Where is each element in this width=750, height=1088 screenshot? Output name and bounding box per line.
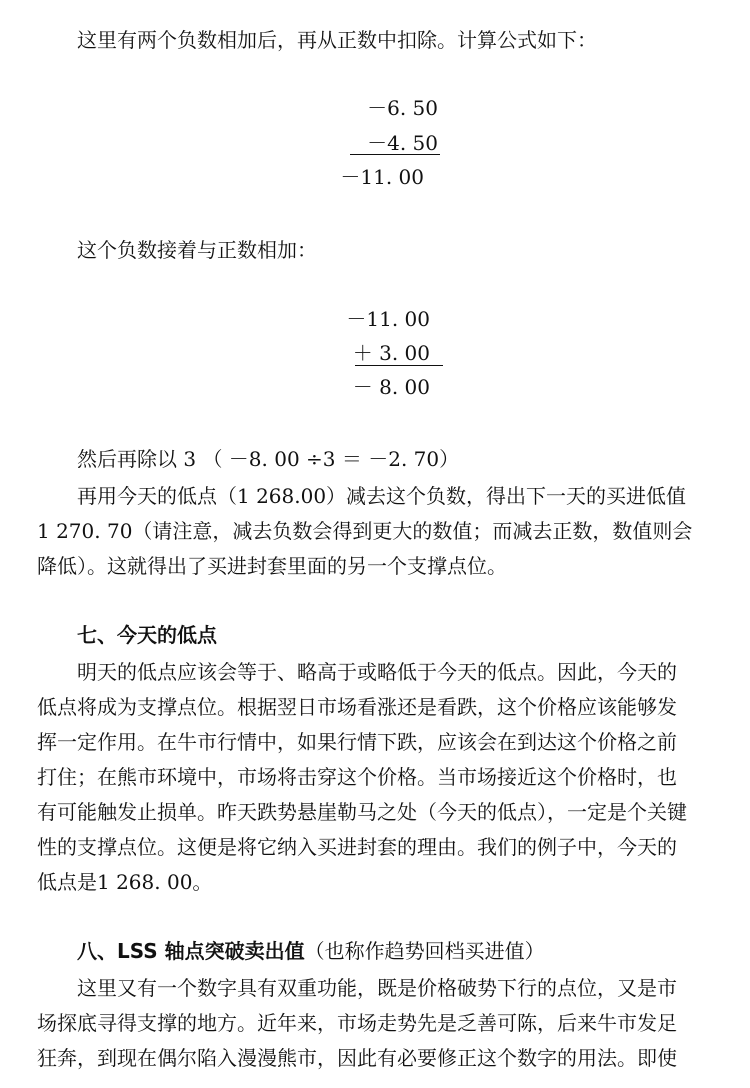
paragraph-line: 挥一定作用。在牛市行情中，如果行情下跌，应该会在到达这个价格之前 xyxy=(37,730,677,754)
calc1-operand-b: －4. 50 xyxy=(367,131,438,155)
paragraph-line: 这里又有一个数字具有双重功能，既是价格破势下行的点位，又是市 xyxy=(77,976,677,1000)
paragraph-line: 狂奔，到现在偶尔陷入漫漫熊市，因此有必要修正这个数字的用法。即使 xyxy=(37,1046,677,1070)
divide-line: 然后再除以 3 （ －8. 00 ÷3 ＝ －2. 70） xyxy=(77,447,460,471)
intro-line: 这里有两个负数相加后，再从正数中扣除。计算公式如下： xyxy=(77,28,597,52)
paragraph-line: 1 270. 70（请注意，减去负数会得到更大的数值；而减去正数，数值则会 xyxy=(37,519,693,543)
section-8-title-main: 八、LSS 轴点突破卖出值 xyxy=(77,939,305,963)
calc2-sum-rule xyxy=(355,365,443,366)
calc1-result: －11. 00 xyxy=(340,165,424,189)
mid-line: 这个负数接着与正数相加： xyxy=(77,238,317,262)
calc1-sum-rule xyxy=(350,154,440,155)
calc2-result: － 8. 00 xyxy=(352,375,430,399)
section-7-title: 七、今天的低点 xyxy=(77,623,217,647)
paragraph-line: 低点是1 268. 00。 xyxy=(37,870,213,894)
calc2-operand-a: －11. 00 xyxy=(346,307,430,331)
paragraph-line: 明天的低点应该会等于、略高于或略低于今天的低点。因此，今天的 xyxy=(77,660,677,684)
paragraph-line: 打住；在熊市环境中，市场将击穿这个价格。当市场接近这个价格时，也 xyxy=(37,765,677,789)
calc1-operand-a: －6. 50 xyxy=(367,96,438,120)
paragraph-line: 场探底寻得支撑的地方。近年来，市场走势先是乏善可陈，后来牛市发足 xyxy=(37,1011,677,1035)
paragraph-line: 再用今天的低点（1 268.00）减去这个负数，得出下一天的买进低值 xyxy=(77,484,687,508)
calc2-operand-b: ＋ 3. 00 xyxy=(352,341,430,365)
paragraph-line: 性的支撑点位。这便是将它纳入买进封套的理由。我们的例子中，今天的 xyxy=(37,835,677,859)
section-8-subtitle: （也称作趋势回档买进值） xyxy=(304,939,545,963)
paragraph-line: 低点将成为支撑点位。根据翌日市场看涨还是看跌，这个价格应该能够发 xyxy=(37,695,677,719)
paragraph-line: 降低）。这就得出了买进封套里面的另一个支撑点位。 xyxy=(37,554,507,578)
paragraph-line: 有可能触发止损单。昨天跌势悬崖勒马之处（今天的低点），一定是个关键 xyxy=(37,800,687,824)
section-8-title xyxy=(0,938,750,964)
